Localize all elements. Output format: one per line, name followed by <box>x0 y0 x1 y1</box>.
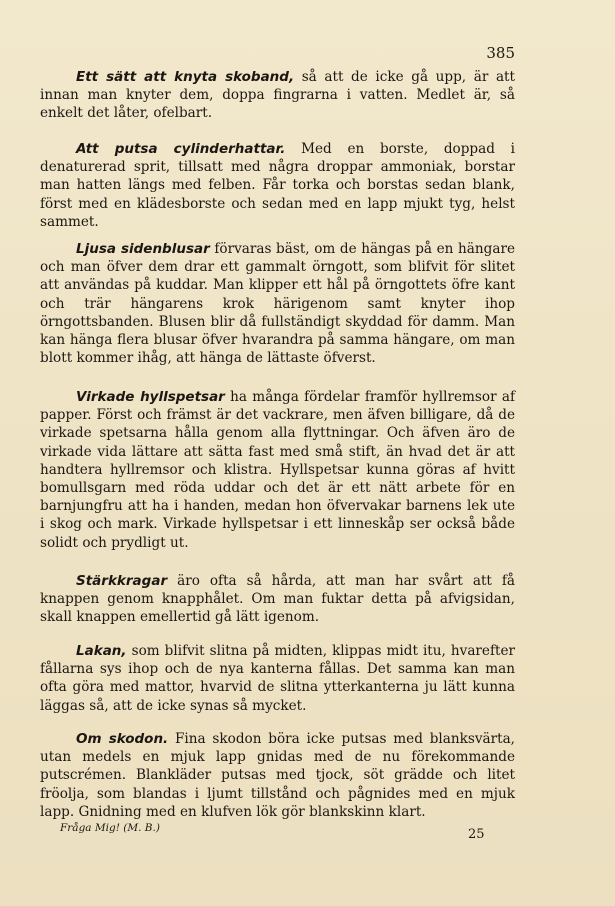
signature-mark: 25 <box>468 827 485 842</box>
paragraph-starched-collars <box>40 572 515 627</box>
heading-starched-collars: Stärkkragar <box>76 573 168 589</box>
text-top-hats: Med en borste, doppad i denaturerad sprit, tillsatt med några droppar ammoniak, borstar man hatten längs med felben. Får torka och borstas sedan blank, först med en klädesborste och sedan med en lapp mjukt tyg, helst sammet. <box>40 141 515 230</box>
text-silk-blouses: förvaras bäst, om de hängas på en hängare och man öfver dem drar ett gammalt örngott, som blifvit för slitet att användas på kuddar. Man klipper ett hål på örngottets öfre kant och trär hängarens krok härigenom samt knyter ihop örngottsbanden. Blusen blir då fullständigt skyddad för damm. Man kan hänga flera blusar öfver hvarandra på samma hängare, om man blott kommer ihåg, att hänga de lättaste öfverst. <box>40 241 515 367</box>
text-shelf-lace: ha många fördelar framför hyllremsor af papper. Först och främst är det vackrare, men äfven billigare, då de virkade spetsarna hålla genom alla flyttningar. Och äfven äro de virkade vida lättare att sätta fast med små stift, än hvad det är att handtera hyllremsor och klistra. Hyllspetsar kunna göras af hvitt bomullsgarn med röda uddar och det är ett nätt arbete för en barnjungfru att ha i handen, medan hon öfvervakar barnens lek ute i skog och mark. Virkade hyllspetsar i ett linneskåp ser också både solidt och prydligt ut. <box>40 389 516 551</box>
paragraph-shoes <box>40 730 515 821</box>
text-shoelaces: så att de icke gå upp, är att innan man knyter dem, doppa fingrarna i vatten. Medlet är, så enkelt det låter, ofelbart. <box>40 69 515 122</box>
text-starched-collars: äro ofta så hårda, att man har svårt att få knappen genom knapphålet. Om man fuktar detta på afvigsidan, skall knappen emellertid gå lätt igenom. <box>40 573 515 626</box>
page-number: 385 <box>486 44 515 62</box>
paragraph-shelf-lace <box>40 388 515 552</box>
paragraph-sheets <box>40 642 515 715</box>
text-shoes: Fina skodon böra icke putsas med blanksvärta, utan medels en mjuk lapp gnidas med de nu förekommande putscrémen. Blankläder putsas med tjock, söt grädde och litet fröolja, som blandas i ljumt tillstånd och pågnides med en mjuk lapp. Gnidning med en klufven lök gör blankskinn klart. <box>40 731 516 820</box>
heading-shelf-lace: Virkade hyllspetsar <box>76 389 225 405</box>
paragraph-top-hats <box>40 140 515 231</box>
text-sheets: som blifvit slitna på midten, klippas midt itu, hvarefter fållarna sys ihop och de nya kanterna fållas. Det samma kan man ofta göra med mattor, hvarvid de slitna ytterkanterna ju lätt kunna läggas så, att de icke synas så mycket. <box>40 643 516 714</box>
heading-sheets: Lakan, <box>76 643 127 659</box>
heading-shoes: Om skodon. <box>76 731 169 747</box>
paragraph-silk-blouses <box>40 240 515 367</box>
heading-silk-blouses: Ljusa sidenblusar <box>76 241 210 257</box>
heading-top-hats: Att putsa cylinderhattar. <box>76 141 286 157</box>
paragraph-shoelaces <box>40 68 515 123</box>
heading-shoelaces: Ett sätt att knyta skoband, <box>76 69 295 85</box>
footer-title: Fråga Mig! (M. B.) <box>60 822 160 834</box>
